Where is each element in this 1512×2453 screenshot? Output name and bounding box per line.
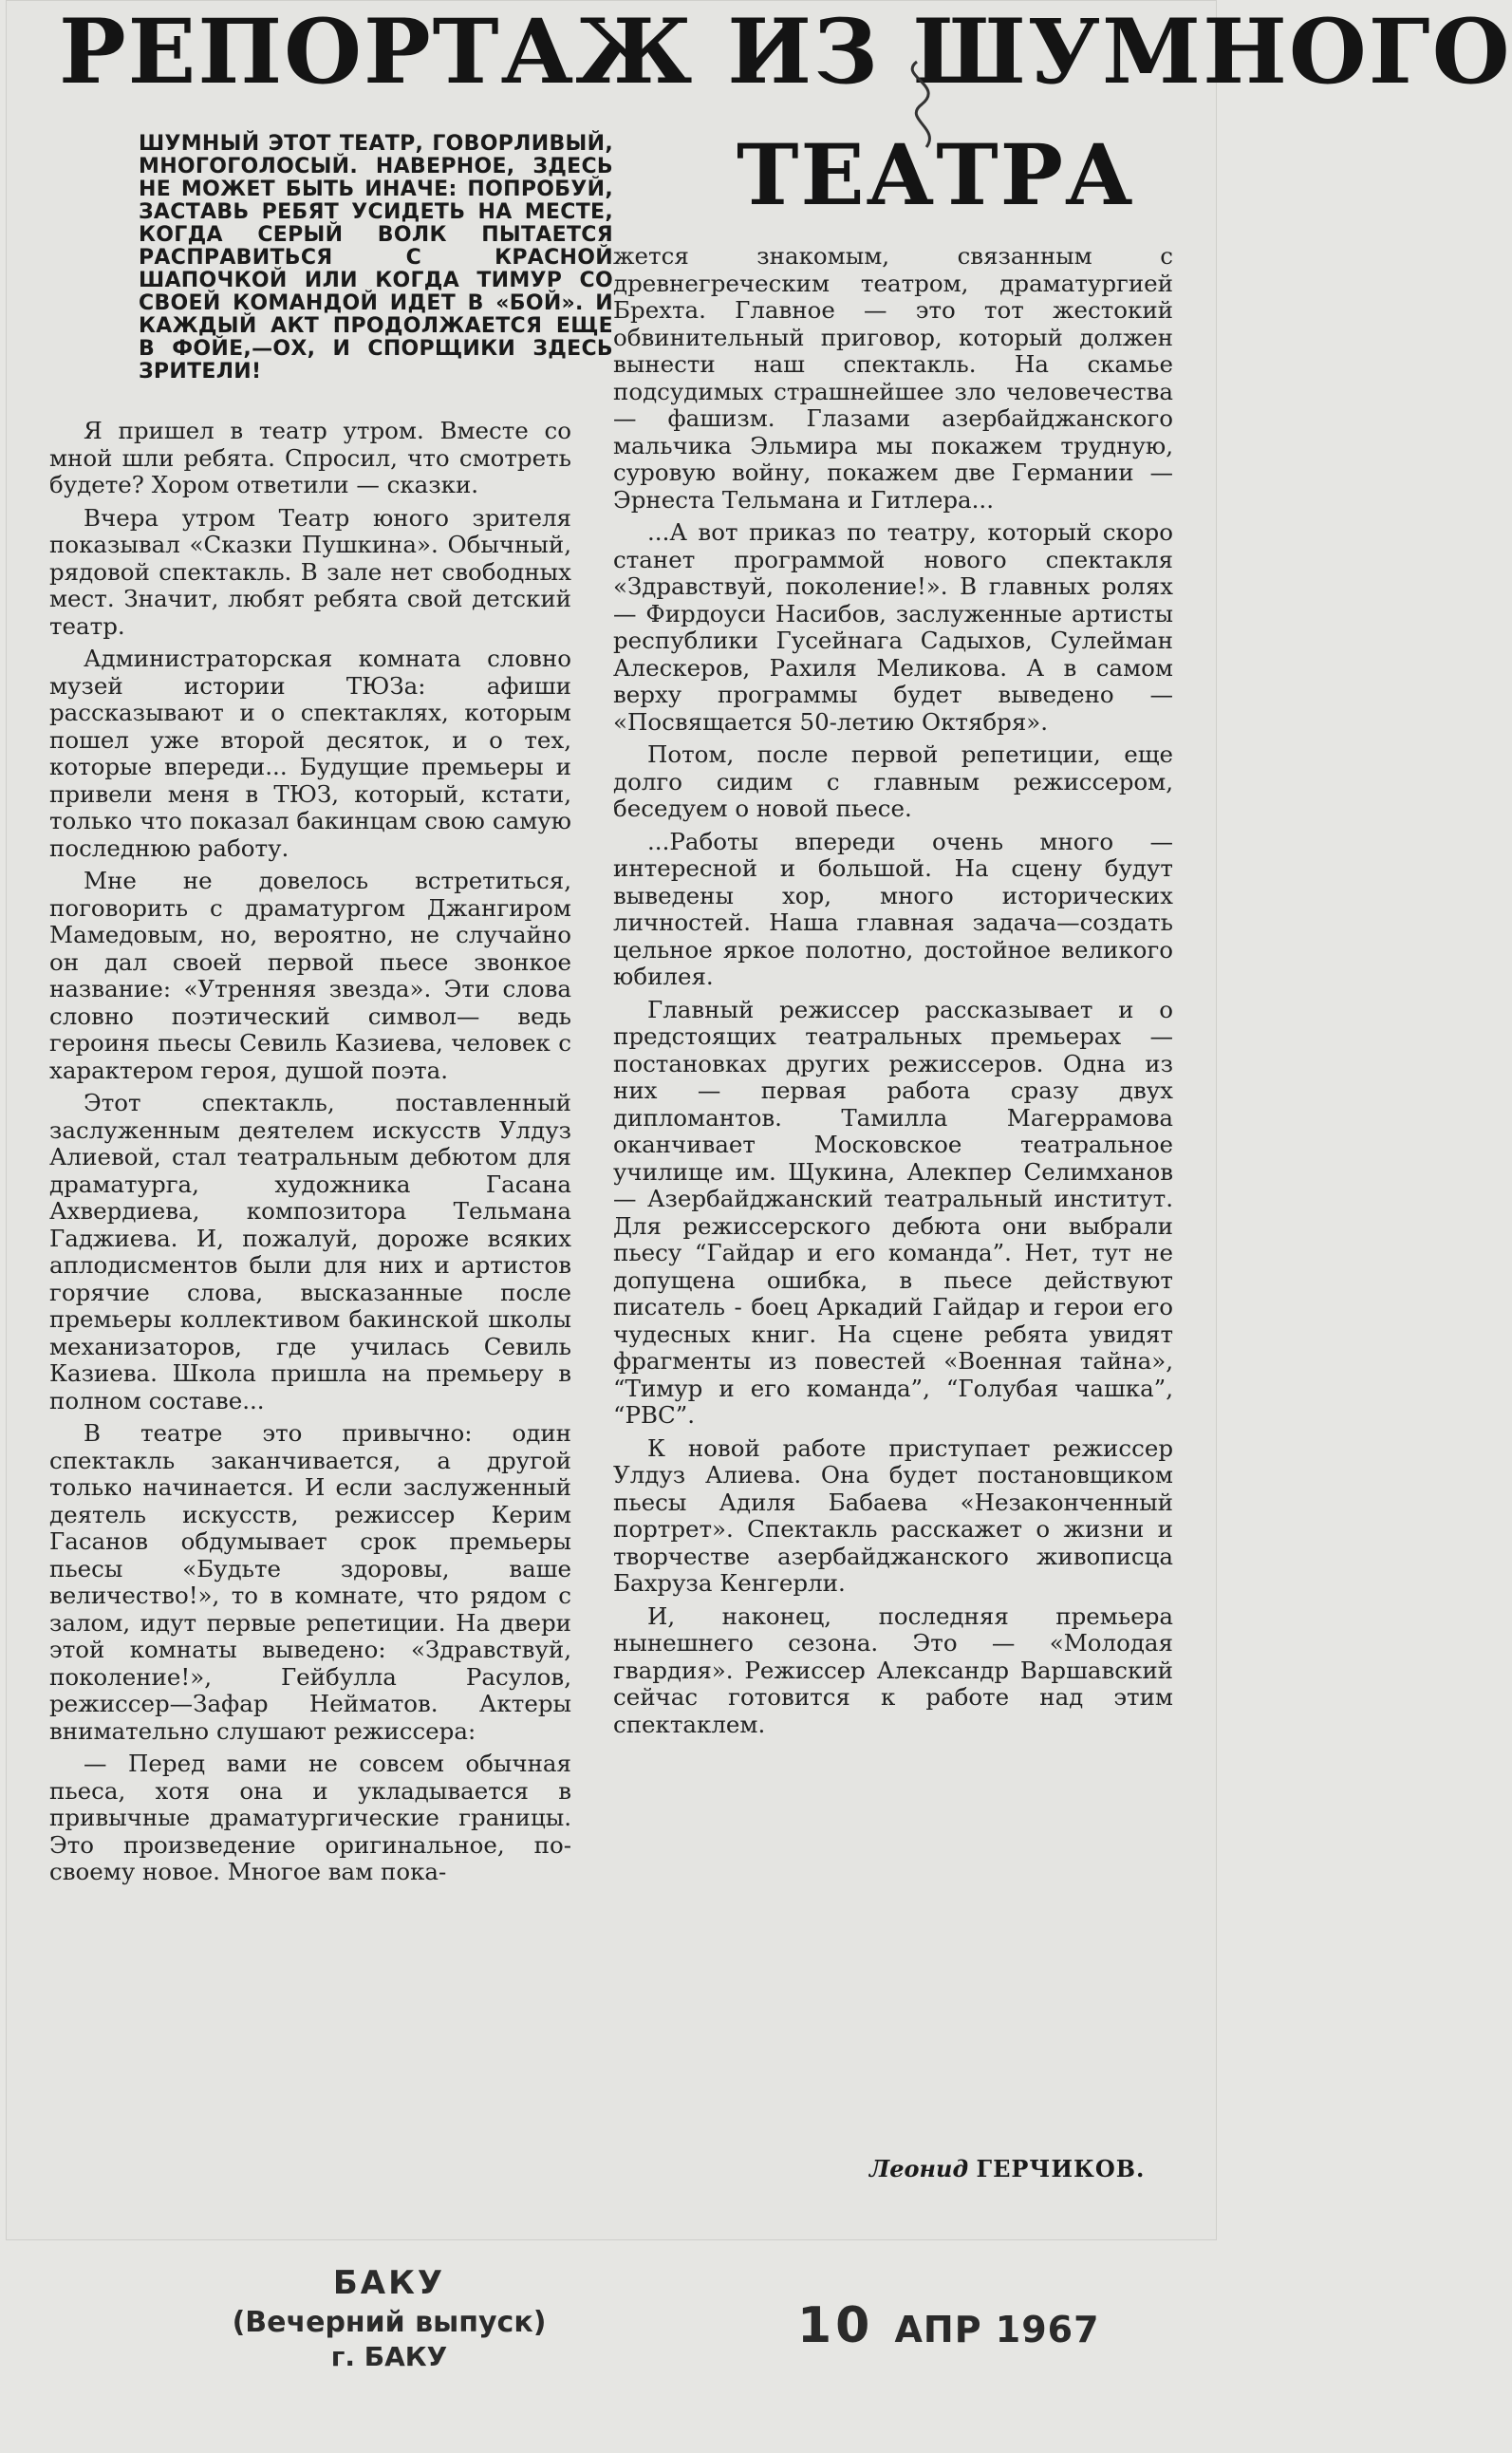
paragraph: Вчера утром Театр юного зрителя показывал «Сказки Пушкина». Обычный, рядовой спектакль. В зале нет свободных мест. Значит, любят ребята свой детский театр. (49, 503, 571, 640)
stamp-city: БАКУ (332, 2264, 446, 2302)
headline-line-1: РЕПОРТАЖ ИЗ ШУМНОГО (59, 0, 1512, 104)
paragraph: В театре это привычно: один спектакль заканчивается, а другой только начинается. И если заслуженный деятель искусств, режиссер Керим Гасанов обдумывает срок премьеры пьесы «Будьте здоровы, ваше величество!», то в комнате, что рядом с залом, идут первые репетиции. На двери этой комнаты выведено: «Здравствуй, поколение!», Гейбулла Расулов, режиссер—Зафар Нейматов. Актеры внимательно слушают режиссера: (49, 1419, 571, 1745)
author-signature (869, 2155, 1145, 2182)
paragraph: Мне не довелось встретиться, поговорить с драматургом Джангиром Мамедовым, но, вероятно, не случайно он дал своей первой пьесе звонкое название: «Утренняя звезда». Эти слова словно поэтический символ— ведь героиня пьесы Севиль Казиева, человек с характером героя, душой поэта. (49, 867, 571, 1084)
paragraph: Потом, после первой репетиции, еще долго сидим с главным режиссером, беседуем о новой пьесе. (613, 740, 1173, 822)
stamp-edition: (Вечерний выпуск) (232, 2306, 547, 2339)
newspaper-clipping (6, 0, 1512, 2240)
article-left-column (49, 418, 571, 1892)
paragraph: ...Работы впереди очень много — интересной и большой. На сцену будут выведены хор, много исторических личностей. Наша главная задача—создать цельное яркое полотно, достойное великого юбилея. (613, 827, 1173, 990)
date-stamp (797, 2297, 1100, 2354)
paragraph: ...А вот приказ по театру, который скоро станет программой нового спектакля «Здравствуй, поколение!». В главных ролях — Фирдоуси Насибов, заслуженные артисты республики Гусейнага Садыхов, Сулейман Алескеров, Рахиля Меликова. А в самом верху программы будет выведено — «Посвящается 50-летию Октября». (613, 518, 1173, 736)
date-day: 10 (797, 2297, 874, 2354)
paragraph: жется знакомым, связанным с древнегреческим театром, драматургией Брехта. Главное — это тот жестокий обвинительный приговор, который должен вынести наш спектакль. На скамье подсудимых страшнейшее зло человечества — фашизм. Глазами азербайджанского мальчика Эльмира мы покажем трудную, суровую войну, покажем две Германии — Эрнеста Тельмана и Гитлера... (613, 242, 1173, 514)
date-month-year: АПР 1967 (894, 2309, 1100, 2350)
paragraph: Этот спектакль, поставленный заслуженным деятелем искусств Улдуз Алиевой, стал театральным дебютом для драматурга, художника Гасана Ахвердиева, композитора Тельмана Гаджиева. И, пожалуй, дороже всяких аплодисментов были для них и артистов горячие слова, высказанные после премьеры коллективом бакинской школы механизаторов, где училась Севиль Казиева. Школа пришла на премьеру в полном составе... (49, 1089, 571, 1414)
publication-stamp (190, 2264, 588, 2372)
paragraph: Главный режиссер рассказывает и о предстоящих театральных премьерах — постановках других режиссеров. Одна из них — первая работа сразу двух дипломантов. Тамилла Магеррамова оканчивает Московское театральное училище им. Щукина, Алекпер Селимханов — Азербайджанский театральный институт. Для режиссерского дебюта они выбрали пьесу “Гайдар и его команда”. Нет, тут не допущена ошибка, в пьесе действуют писатель - боец Аркадий Гайдар и герои его чудесных книг. На сцене ребята увидят фрагменты из повестей «Военная тайна», “Тимур и его команда”, “Голубая чашка”, “РВС”. (613, 995, 1173, 1429)
paragraph: Администраторская комната словно музей истории ТЮЗа: афиши рассказывают и о спектаклях, которым пошел уже второй десяток, и о тех, которые впереди... Будущие премьеры и привели меня в ТЮЗ, который, кстати, только что показал бакинцам свою самую последнюю работу. (49, 645, 571, 862)
paragraph: И, наконец, последняя премьера нынешнего сезона. Это — «Молодая гвардия». Режиссер Александр Варшавский сейчас готовится к работе над этим спектаклем. (613, 1601, 1173, 1738)
article-right-column (613, 243, 1173, 1744)
paragraph: К новой работе приступает режиссер Улдуз Алиева. Она будет постановщиком пьесы Адиля Бабаева «Незаконченный портрет». Спектакль расскажет о жизни и творчестве азербайджанского живописца Бахруза Кенгерли. (613, 1433, 1173, 1597)
author-surname: ГЕРЧИКОВ. (976, 2155, 1146, 2182)
paragraph: — Перед вами не совсем обычная пьеса, хотя она и укладывается в привычные драматургические границы. Это произведение оригинальное, по-своему новое. Многое вам пока- (49, 1750, 571, 1885)
author-first-name: Леонид (869, 2155, 969, 2182)
stamp-location: г. БАКУ (330, 2341, 448, 2372)
paragraph: Я пришел в театр утром. Вместе со мной шли ребята. Спросил, что смотреть будете? Хором ответили — сказки. (49, 417, 571, 498)
headline-line-2: ТЕАТРА (737, 125, 1135, 224)
lead-paragraph: ШУМНЫЙ ЭТОТ ТЕАТР, ГОВОРЛИВЫЙ, МНОГОГОЛОСЫЙ. НАВЕРНОЕ, ЗДЕСЬ НЕ МОЖЕТ БЫТЬ ИНАЧЕ: ПОПРОБУЙ, ЗАСТАВЬ РЕБЯТ УСИДЕТЬ НА МЕСТЕ, КОГДА СЕРЫЙ ВОЛК ПЫТАЕТСЯ РАСПРАВИТЬСЯ С КРАСНОЙ ШАПОЧКОЙ ИЛИ КОГДА ТИМУР СО СВОЕЙ КОМАНДОЙ ИДЕТ В «БОЙ». И КАЖДЫЙ АКТ ПРОДОЛЖАЕТСЯ ЕЩЕ В ФОЙЕ,—ОХ, И СПОРЩИКИ ЗДЕСЬ ЗРИТЕЛИ! (139, 132, 613, 384)
